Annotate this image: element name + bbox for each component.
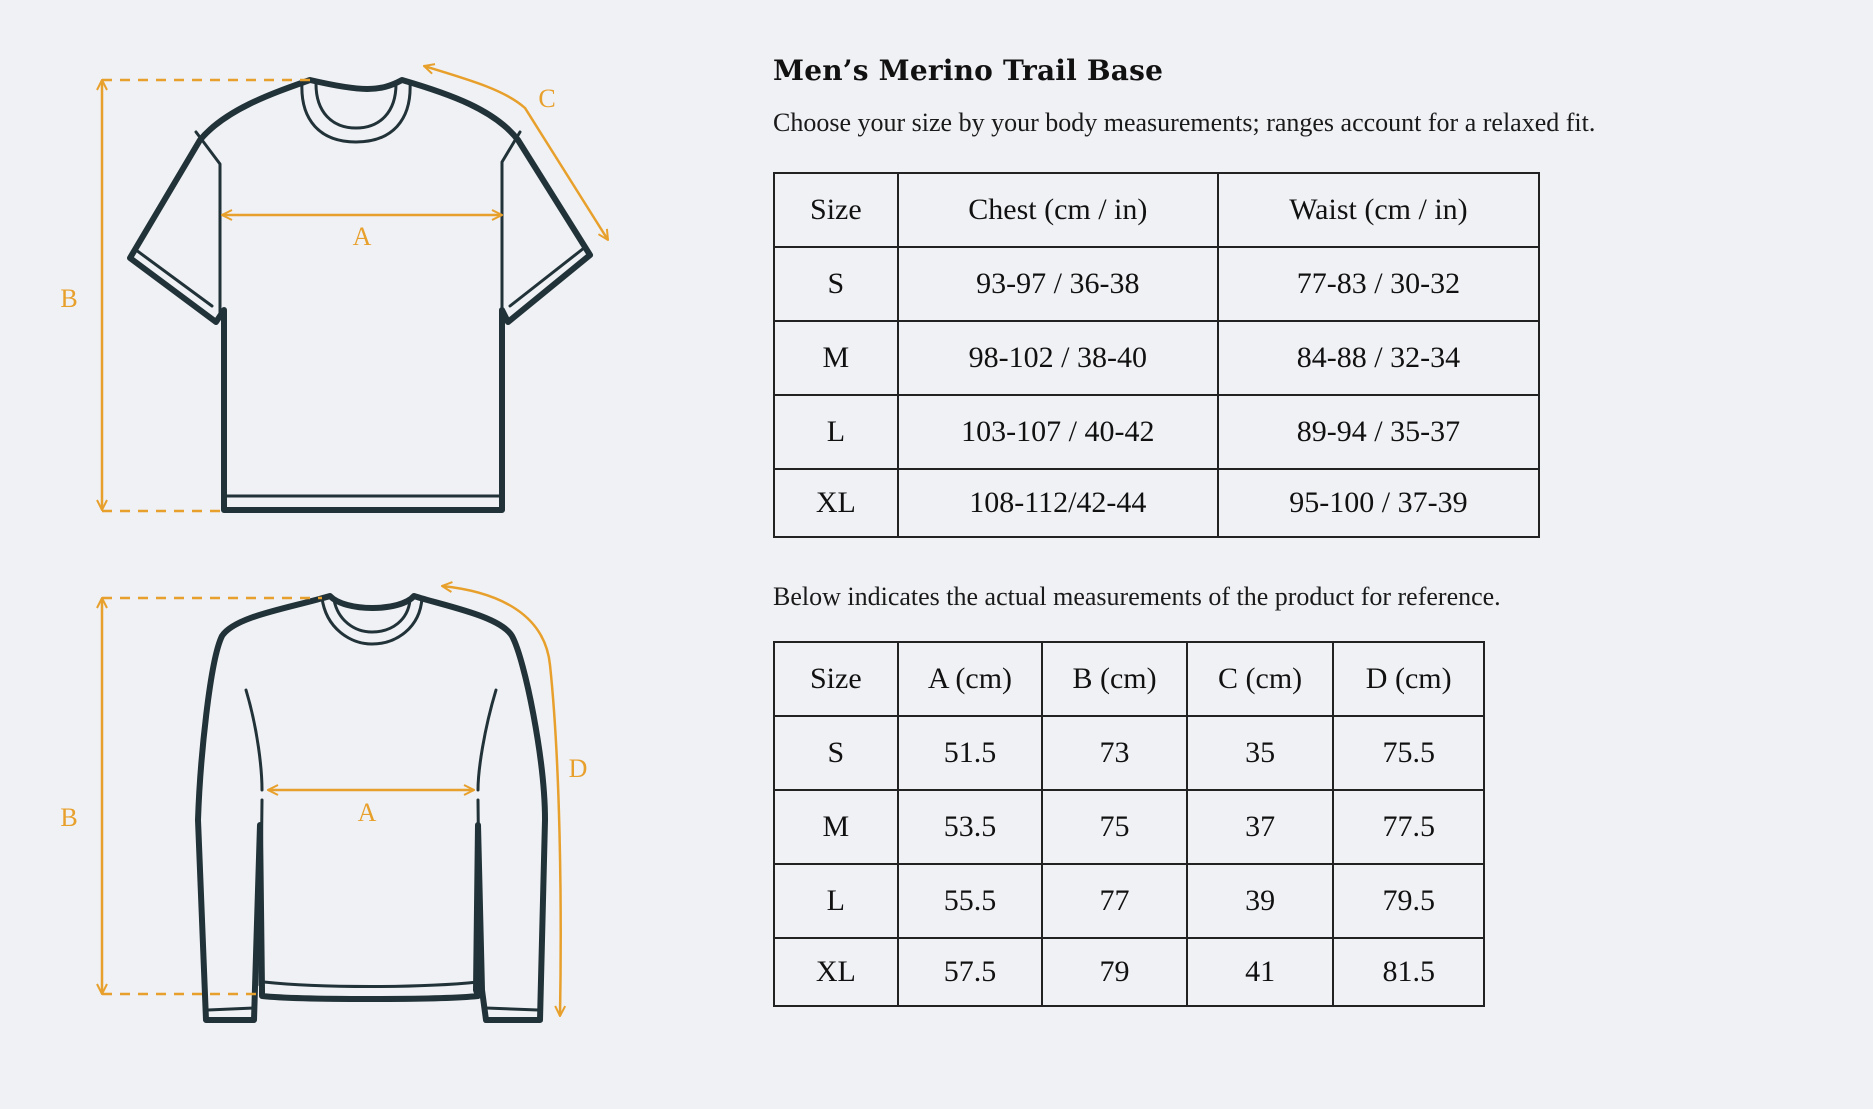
measure-c-cell: 35	[1187, 716, 1334, 790]
waist-cell: 89-94 / 35-37	[1218, 395, 1539, 469]
column-header: Size	[774, 173, 898, 247]
measure-c-cell: 39	[1187, 864, 1334, 938]
size-cell: XL	[774, 469, 898, 537]
table-row	[774, 790, 1484, 864]
longsleeve-label-b: B	[60, 803, 78, 832]
column-header: Chest (cm / in)	[898, 173, 1218, 247]
table-header-row	[774, 642, 1484, 716]
longsleeve-measurements	[102, 586, 561, 1016]
measure-d-cell: 79.5	[1333, 864, 1484, 938]
garment-diagram	[0, 0, 620, 1109]
product-size-table	[773, 641, 1485, 1007]
table-row	[774, 938, 1484, 1006]
table-row	[774, 864, 1484, 938]
column-header: C (cm)	[1187, 642, 1334, 716]
measure-a-cell: 53.5	[898, 790, 1043, 864]
column-header: B (cm)	[1042, 642, 1187, 716]
size-cell: L	[774, 864, 898, 938]
product-title: Men’s Merino Trail Base	[773, 54, 1164, 87]
measure-c-cell: 37	[1187, 790, 1334, 864]
measure-b-cell: 75	[1042, 790, 1187, 864]
size-cell: XL	[774, 938, 898, 1006]
tshirt-label-a: A	[352, 222, 372, 251]
body-measurement-note: Choose your size by your body measurements; ranges account for a relaxed fit.	[773, 108, 1596, 137]
waist-cell: 95-100 / 37-39	[1218, 469, 1539, 537]
size-cell: M	[774, 321, 898, 395]
measure-c-cell: 41	[1187, 938, 1334, 1006]
column-header: A (cm)	[898, 642, 1043, 716]
product-measurement-note: Below indicates the actual measurements of the product for reference.	[773, 582, 1501, 611]
body-size-table	[773, 172, 1540, 538]
size-cell: M	[774, 790, 898, 864]
table-row	[774, 247, 1539, 321]
tshirt-label-b: B	[60, 284, 78, 313]
chest-cell: 103-107 / 40-42	[898, 395, 1218, 469]
size-cell: L	[774, 395, 898, 469]
chest-cell: 108-112/42-44	[898, 469, 1218, 537]
longsleeve-label-a: A	[357, 798, 377, 827]
measure-a-cell: 51.5	[898, 716, 1043, 790]
column-header: Size	[774, 642, 898, 716]
chest-cell: 98-102 / 38-40	[898, 321, 1218, 395]
measure-d-cell: 77.5	[1333, 790, 1484, 864]
measure-b-cell: 73	[1042, 716, 1187, 790]
measure-b-cell: 77	[1042, 864, 1187, 938]
tshirt-label-c: C	[538, 84, 556, 113]
waist-cell: 77-83 / 30-32	[1218, 247, 1539, 321]
measure-d-cell: 81.5	[1333, 938, 1484, 1006]
size-cell: S	[774, 247, 898, 321]
measure-d-cell: 75.5	[1333, 716, 1484, 790]
column-header: D (cm)	[1333, 642, 1484, 716]
measure-b-cell: 79	[1042, 938, 1187, 1006]
table-row	[774, 321, 1539, 395]
column-header: Waist (cm / in)	[1218, 173, 1539, 247]
chest-cell: 93-97 / 36-38	[898, 247, 1218, 321]
tshirt-illustration	[130, 80, 590, 510]
waist-cell: 84-88 / 32-34	[1218, 321, 1539, 395]
table-row	[774, 716, 1484, 790]
measure-a-cell: 57.5	[898, 938, 1043, 1006]
measure-a-cell: 55.5	[898, 864, 1043, 938]
size-cell: S	[774, 716, 898, 790]
table-header-row	[774, 173, 1539, 247]
table-row	[774, 469, 1539, 537]
longsleeve-label-d: D	[568, 754, 588, 783]
table-row	[774, 395, 1539, 469]
